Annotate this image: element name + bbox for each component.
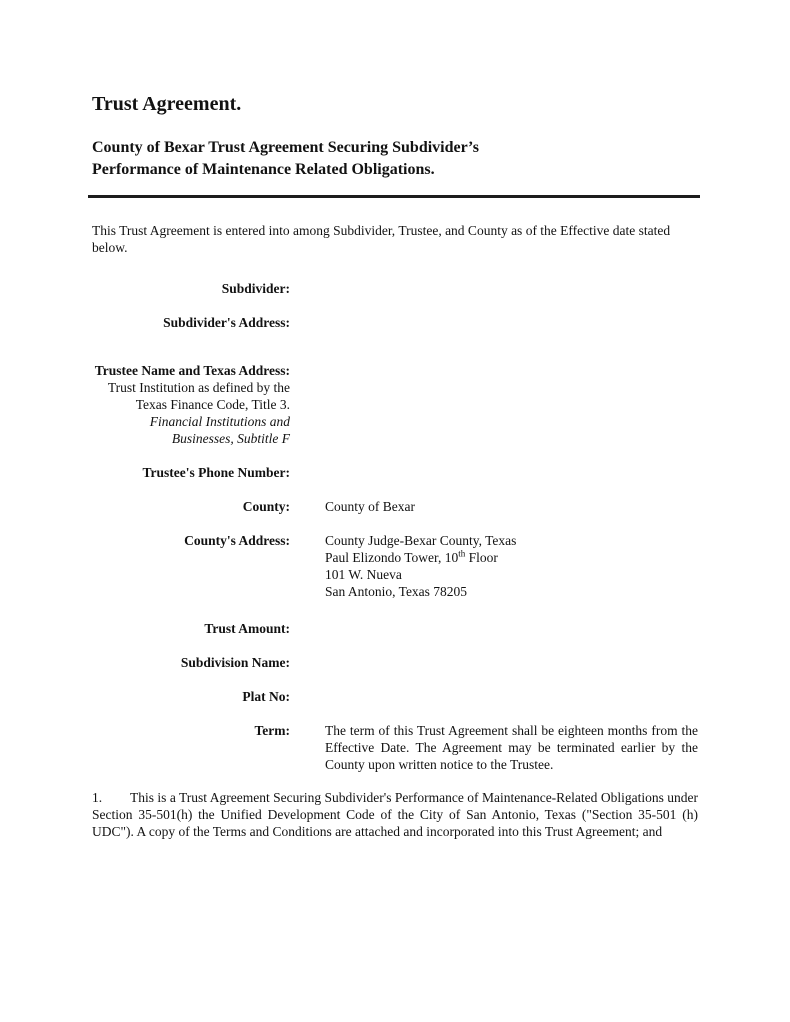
- paragraph-1-text: This is a Trust Agreement Securing Subdivider's Performance of Maintenance-Related Obligations under Section 35-501(h) the Unified Development Code of the City of San Antonio, Texas ("Section 35-501 (h) UDC"). A copy of the Terms and Conditions are attached and incorporated into this Trust Agreement; and: [92, 790, 698, 839]
- county-address-line-2-end: Floor: [465, 550, 498, 565]
- field-row-county-address: [92, 532, 698, 600]
- field-row-term: [92, 722, 698, 773]
- intro-paragraph: This Trust Agreement is entered into among Subdivider, Trustee, and County as of the Effective date stated below.: [92, 223, 671, 255]
- field-row-subdivider: [92, 280, 698, 297]
- trustee-label-italic: Financial Institutions and Businesses, Subtitle F: [149, 414, 290, 446]
- field-row-trustee: [92, 362, 698, 447]
- county-label: County:: [242, 499, 290, 514]
- term-label: Term:: [254, 723, 290, 738]
- subdivider-label: Subdivider:: [221, 281, 290, 296]
- county-address-line-2: [325, 549, 698, 566]
- trustee-label-block: [92, 362, 290, 447]
- ordinal-superscript: th: [458, 548, 466, 559]
- document-page: [92, 93, 698, 840]
- county-address-line-3: 101 W. Nueva: [325, 567, 402, 582]
- county-value: County of Bexar: [325, 499, 415, 514]
- field-row-subdivision-name: [92, 654, 698, 671]
- paragraph-1-number: 1.: [92, 790, 103, 805]
- field-row-county: [92, 498, 698, 515]
- county-address-value: [325, 532, 698, 600]
- trust-amount-label: Trust Amount:: [204, 621, 290, 636]
- county-address-line-4: San Antonio, Texas 78205: [325, 584, 468, 599]
- field-row-trust-amount: [92, 620, 698, 637]
- horizontal-rule: [88, 195, 700, 198]
- trustee-phone-label: Trustee's Phone Number:: [142, 465, 290, 480]
- field-row-plat-no: [92, 688, 698, 705]
- field-row-subdivider-address: [92, 314, 698, 331]
- county-address-line-2-text: Paul Elizondo Tower, 10: [325, 550, 459, 565]
- paragraph-1: [92, 789, 698, 840]
- field-row-trustee-phone: [92, 464, 698, 481]
- document-subtitle: County of Bexar Trust Agreement Securing Subdivider’s Performance of Maintenance Related Obligations.: [92, 139, 479, 178]
- county-address-label: County's Address:: [184, 533, 290, 548]
- term-value: The term of this Trust Agreement shall be eighteen months from the Effective Date. The Agreement may be terminated earlier by the County upon written notice to the Trustee.: [325, 723, 698, 772]
- document-title: Trust Agreement.: [92, 93, 242, 115]
- subdivider-address-label: Subdivider's Address:: [163, 315, 290, 330]
- subdivision-name-label: Subdivision Name:: [180, 655, 290, 670]
- trustee-label-bold: Trustee Name and Texas Address:: [94, 363, 290, 378]
- trustee-label-normal: Trust Institution as defined by the Texas Finance Code, Title 3.: [107, 380, 290, 412]
- plat-no-label: Plat No:: [242, 689, 290, 704]
- county-address-line-1: County Judge-Bexar County, Texas: [325, 533, 517, 548]
